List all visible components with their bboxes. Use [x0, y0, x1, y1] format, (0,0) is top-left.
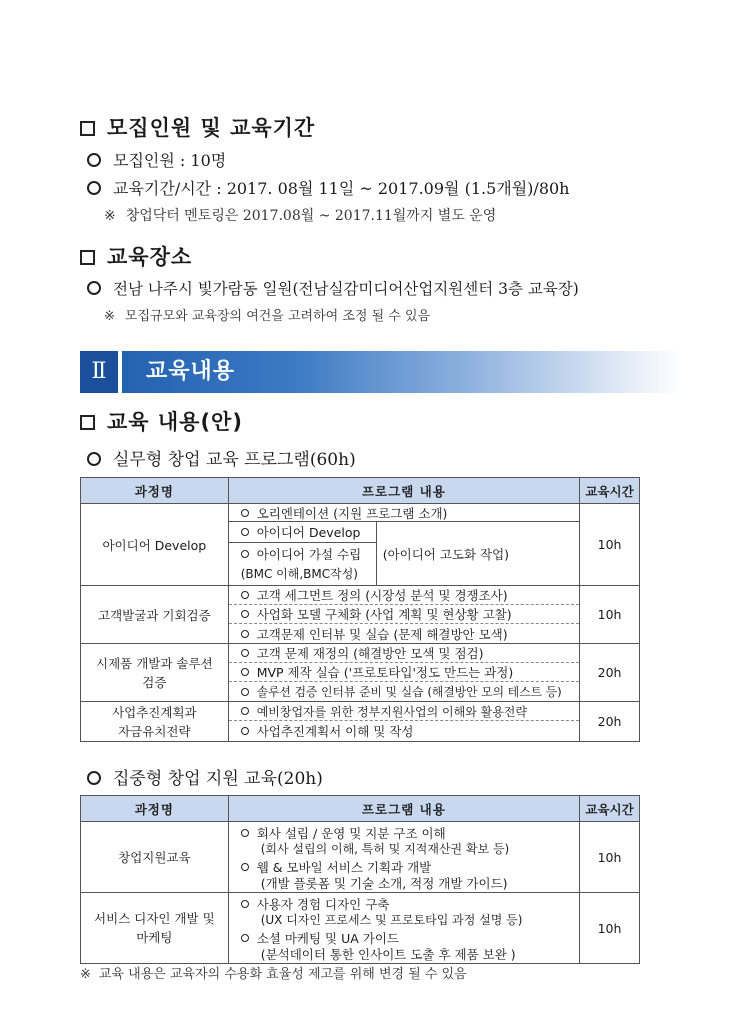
table-row — [81, 893, 640, 964]
circle-bullet-icon — [241, 934, 249, 942]
course-hours: 10h — [580, 586, 640, 644]
program-item-detail: (UX 디자인 프로세스 및 프로토타입 과정 설명 등) — [260, 913, 523, 927]
course-hours: 10h — [580, 893, 640, 964]
column-header: 교육시간 — [580, 796, 640, 822]
program-item: 아이디어 Develop — [229, 522, 376, 543]
section-title: 교육장소 — [107, 245, 193, 269]
program-item: 사용자 경험 디자인 구축 — [229, 895, 579, 912]
program-side-note: (아이디어 고도화 작업) — [382, 546, 510, 562]
circle-bullet-icon — [87, 452, 101, 466]
program-item: 사업화 모델 구체화 (사업 계획 및 현상황 고찰) — [229, 605, 579, 624]
square-bullet-icon — [80, 121, 95, 136]
program-item-detail: (분석데이터 통한 인사이트 도출 후 제품 보완 ) — [260, 947, 516, 962]
circle-bullet-icon — [241, 727, 249, 735]
circle-bullet-icon — [241, 630, 249, 638]
section-title: 교육 내용(안) — [107, 410, 243, 434]
course-name: 서비스 디자인 개발 및 마케팅 — [81, 893, 229, 964]
recruit-note: ※ 창업닥터 멘토링은 2017.08월 ~ 2017.11월까지 별도 운영 — [104, 208, 497, 224]
table-header-row — [81, 796, 640, 822]
program-item: 아이디어 가설 수립 — [229, 543, 376, 564]
program-content — [228, 702, 579, 742]
recruit-period-line: 교육기간/시간 : 2017. 08월 11일 ~ 2017.09월 (1.5개월)/80h — [87, 176, 569, 199]
course-name: 고객발굴과 기회검증 — [81, 586, 229, 644]
circle-bullet-icon — [241, 509, 249, 517]
course-hours: 10h — [580, 822, 640, 893]
program-item: 고객문제 인터뷰 및 실습 (문제 해결방안 모색) — [229, 624, 579, 643]
circle-bullet-icon — [241, 900, 249, 908]
section-heading-content — [80, 406, 243, 436]
program-content — [228, 893, 579, 964]
circle-bullet-icon — [241, 610, 249, 618]
course-name: 시제품 개발과 솔루션 검증 — [81, 644, 229, 702]
table-header-row — [81, 478, 640, 504]
recruit-count-line: 모집인원 : 10명 — [87, 148, 226, 171]
circle-bullet-icon — [241, 863, 249, 871]
program1-table — [80, 477, 640, 742]
chapter-number: Ⅱ — [80, 351, 122, 393]
program-item: 사업추진계획서 이해 및 작성 — [229, 721, 579, 741]
course-hours: 10h — [580, 504, 640, 586]
circle-bullet-icon — [241, 649, 249, 657]
square-bullet-icon — [80, 415, 95, 430]
table-row — [81, 702, 640, 742]
table-row — [81, 504, 640, 586]
circle-bullet-icon — [241, 528, 249, 536]
reference-mark-icon: ※ — [104, 208, 116, 224]
course-name: 사업추진계획과 자금유치전략 — [81, 702, 229, 742]
program2-title: 집중형 창업 지원 교육(20h) — [87, 764, 323, 789]
circle-bullet-icon — [87, 153, 101, 167]
program-item: 웹 & 모바일 서비스 기획과 개발 — [229, 858, 579, 875]
circle-bullet-icon — [87, 771, 101, 785]
program-item-detail: (BMC 이해,BMC작성) — [240, 567, 358, 581]
program-content — [228, 504, 579, 586]
reference-mark-icon: ※ — [104, 309, 115, 324]
circle-bullet-icon — [241, 829, 249, 837]
program-item: 고객 문제 재정의 (해결방안 모색 및 점검) — [229, 644, 579, 663]
circle-bullet-icon — [241, 707, 249, 715]
course-hours: 20h — [580, 702, 640, 742]
place-note: ※ 모집규모와 교육장의 여건을 고려하여 조정 될 수 있음 — [104, 309, 431, 324]
program-item: 회사 설립 / 운영 및 지분 구조 이해 — [229, 824, 579, 841]
section-heading-place — [80, 241, 192, 271]
program-item: 솔루션 검증 인터뷰 준비 및 실습 (해결방안 모의 테스트 등) — [229, 682, 579, 701]
column-header: 프로그램 내용 — [228, 796, 579, 822]
section-title: 모집인원 및 교육기간 — [107, 116, 316, 140]
program-item: 예비창업자를 위한 정부지원사업의 이해와 활용전략 — [229, 702, 579, 721]
column-header: 교육시간 — [580, 478, 640, 504]
table-row — [81, 644, 640, 702]
circle-bullet-icon — [87, 181, 101, 195]
program-item: 오리엔테이션 (지원 프로그램 소개) — [229, 504, 579, 522]
place-line: 전남 나주시 빛가람동 일원(전남실감미디어산업지원센터 3층 교육장) — [87, 277, 579, 299]
program-subgroup — [229, 522, 579, 585]
column-header: 과정명 — [81, 478, 229, 504]
circle-bullet-icon — [241, 688, 249, 696]
column-header: 과정명 — [81, 796, 229, 822]
table-row — [81, 586, 640, 644]
program-item: 고객 세그먼트 정의 (시장성 분석 및 경쟁조사) — [229, 586, 579, 605]
program-content — [228, 644, 579, 702]
program-content — [228, 822, 579, 893]
circle-bullet-icon — [241, 550, 249, 558]
circle-bullet-icon — [87, 281, 101, 295]
course-name: 창업지원교육 — [81, 822, 229, 893]
section-heading-recruit — [80, 112, 315, 142]
program-item-detail: (회사 설립의 이해, 특허 및 지적재산권 확보 등) — [260, 842, 510, 856]
course-hours: 20h — [580, 644, 640, 702]
program-item-detail: (개발 플롯폼 및 기술 소개, 적정 개발 가이드) — [260, 876, 508, 891]
program1-title: 실무형 창업 교육 프로그램(60h) — [87, 445, 356, 470]
table-row — [81, 822, 640, 893]
program-item: 소셜 마케팅 및 UA 가이드 — [229, 929, 579, 946]
course-name: 아이디어 Develop — [81, 504, 229, 586]
program-content — [228, 586, 579, 644]
chapter-title: 교육내용 — [146, 359, 236, 384]
column-header: 프로그램 내용 — [228, 478, 579, 504]
reference-mark-icon: ※ — [80, 967, 91, 982]
program2-table — [80, 795, 640, 964]
footnote: ※ 교육 내용은 교육자의 수용화 효율성 제고를 위해 변경 될 수 있음 — [80, 967, 467, 982]
square-bullet-icon — [80, 250, 95, 265]
program-item: MVP 제작 실습 ('프로토타입'정도 만드는 과정) — [229, 663, 579, 682]
circle-bullet-icon — [241, 591, 249, 599]
circle-bullet-icon — [241, 668, 249, 676]
